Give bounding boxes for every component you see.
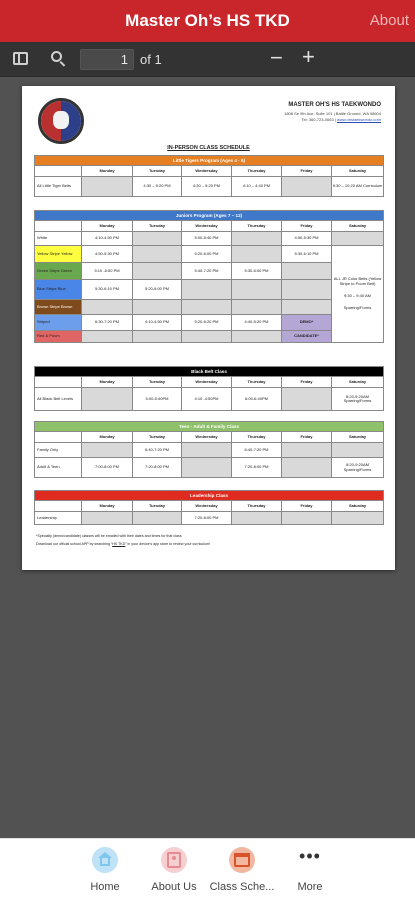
table-cell: 5:00-5:40PM [133,388,182,411]
day-header: Saturday [332,166,384,177]
home-icon [92,847,118,873]
table-row [35,388,384,411]
section-title: Leadership Class [35,491,384,501]
table-cell [282,177,332,197]
pdf-page [22,86,395,570]
bottom-tab-bar [0,838,415,900]
table-row [35,300,384,315]
table-cell: 4:30 – 5:20 PM [182,177,232,197]
schedule-table [34,490,384,525]
row-label: Red & Poom [35,331,82,343]
empty-cell [35,501,82,512]
table-cell [182,458,232,478]
day-header: Friday [282,501,332,512]
empty-cell [35,377,82,388]
schedule-table [34,155,384,197]
section-title: Teen - Adult & Family Class [35,422,384,432]
app-download-note-suffix: ” in your device's app store to review your curriculum! [125,542,211,546]
empty-cell [35,432,82,443]
table-cell [133,263,182,280]
table-cell: 4:10 – 4:40 PM [232,177,282,197]
table-cell [332,232,384,246]
day-header: Monday [82,501,133,512]
table-row [35,177,384,197]
row-label: Striped [35,315,82,331]
table-cell: 7:20-8:00 PM [133,458,182,478]
table-cell [232,232,282,246]
more-icon: ••• [299,846,321,866]
table-cell: 4:50-5:30 PM [282,232,332,246]
day-header: Wednesday [182,377,232,388]
table-row [35,263,384,280]
zoom-in-button[interactable]: + [302,44,315,69]
day-header: Friday [282,377,332,388]
table-cell: 5:20-6:00 PM [182,246,232,263]
table-row [35,315,384,331]
table-row [35,458,384,478]
row-label: White [35,232,82,246]
school-website-link[interactable]: www.ohstaekwondo.com [336,117,381,122]
row-label: Family Only [35,443,82,458]
day-header: Tuesday [133,501,182,512]
table-cell: 4:10-4:50 PM [133,315,182,331]
section-title: Black Belt Class [35,367,384,377]
school-logo [38,98,84,144]
table-cell [282,280,332,300]
table-row [35,246,384,263]
section-title: Little Tigers Program (Ages 4 - 6) [35,156,384,166]
app-search-term: HS TKD [112,542,126,546]
day-header: Monday [82,166,133,177]
day-header: Friday [282,432,332,443]
saturday-time: 9:30 – 9:40 AM [344,293,371,298]
table-cell: 7:20-8:00 PM [232,458,282,478]
table-cell [282,512,332,525]
table-cell: 4:50-5:30 PM [82,246,133,263]
table-cell: 7:20-8:00 PM [182,512,232,525]
table-cell [133,331,182,343]
search-icon[interactable] [50,50,68,68]
day-header: Tuesday [133,166,182,177]
about-link[interactable]: About [369,12,409,29]
day-header: Thursday [232,501,282,512]
table-cell: CANDIDATE* [282,331,332,343]
day-header: Friday [282,221,332,232]
table-cell: 6:40-7:20 PM [133,443,182,458]
table-cell [133,246,182,263]
table-cell [332,512,384,525]
day-header: Monday [82,377,133,388]
day-header: Thursday [232,221,282,232]
row-label: Adult & Teen [35,458,82,478]
table-cell [282,443,332,458]
table-cell: 5:30-6:10 PM [82,280,133,300]
tab-home-label: Home [90,881,120,893]
app-header [0,0,415,42]
table-cell [182,331,232,343]
table-cell [133,300,182,315]
table-cell [82,177,133,197]
table-cell [82,512,133,525]
zoom-out-button[interactable]: − [270,45,283,70]
table-cell: 4:40-5:20 PM [232,315,282,331]
table-cell [133,232,182,246]
table-row [35,280,384,300]
table-cell: 5:20-6:20 PM [182,315,232,331]
app-download-note-prefix: Download our official school APP by searching “ [36,542,113,546]
table-cell [232,331,282,343]
table-cell: 7:00-8:00 PM [82,458,133,478]
table-cell: 6:40-7:20 PM [232,443,282,458]
calendar-icon [229,847,255,873]
day-header: Wednesday [182,501,232,512]
table-cell: 5:30-6:10 PM [282,246,332,263]
table-cell: 9:30 – 10:20 AM Curriculum [332,177,384,197]
table-cell [82,443,133,458]
row-label: Blue Stripe Blue [35,280,82,300]
schedule-table [34,421,384,478]
table-cell: 5:00-5:40 PM [182,232,232,246]
table-cell [182,300,232,315]
table-cell: DEMO* [282,315,332,331]
schedule-title: IN-PERSON CLASS SCHEDULE [167,145,250,151]
app-title: Master Oh’s HS TKD [125,11,290,30]
day-header: Thursday [232,166,282,177]
day-header: Saturday [332,501,384,512]
day-header: Saturday [332,432,384,443]
empty-cell [35,221,82,232]
empty-cell [35,166,82,177]
app-download-note [36,542,210,546]
table-row [35,443,384,458]
school-phone: Tel: 360-723-0663 | [301,117,336,122]
tab-more[interactable] [270,847,350,893]
day-header: Wednesday [182,221,232,232]
table-cell [182,280,232,300]
pdf-viewer[interactable] [0,77,415,838]
specialty-note: *Specialty (demo/candidate) classes will be emailed with their dates and times for that class [36,534,182,538]
table-cell [232,300,282,315]
day-header: Thursday [232,377,282,388]
table-row [35,232,384,246]
row-label: Green Stripe Green [35,263,82,280]
sidebar-toggle-icon[interactable] [12,50,30,68]
table-cell: 8:20-9:20AM Sparring/Forms [332,388,384,411]
schedule-table [34,210,384,343]
page-total: of 1 [140,52,162,67]
table-cell: 5:30-6:00 PM [232,263,282,280]
day-header: Monday [82,432,133,443]
tab-about-us-label: About Us [151,881,197,893]
pdf-toolbar [0,42,415,77]
table-cell [232,246,282,263]
school-address: 1808 Se 9th Ave, Suite 101 | Battle Ground, WA 98604 [284,111,381,116]
school-contact [301,117,381,122]
row-label: All Black Belt Levels [35,388,82,411]
saturday-juniors-cell [332,246,384,343]
day-header: Saturday [332,221,384,232]
day-header: Tuesday [133,221,182,232]
table-cell: 4:30 – 5:20 PM [133,177,182,197]
saturday-note: ALL JR Color Belts (Yellow Stripe to Poom Belt) [333,276,382,286]
day-header: Wednesday [182,432,232,443]
schedule-table [34,366,384,411]
table-cell [182,443,232,458]
table-cell [82,300,133,315]
table-cell: 5:20-6:00 PM [133,280,182,300]
day-header: Tuesday [133,432,182,443]
table-cell [232,512,282,525]
table-cell: 5:10 -6:50 PM [82,263,133,280]
tab-class-schedule-label: Class Sche... [209,881,275,893]
school-name: MASTER OH'S HS TAEKWONDO [288,102,381,108]
day-header: Wednesday [182,166,232,177]
table-row [35,512,384,525]
table-cell: 8:20-9:20AM Sparring/Forms [332,458,384,478]
table-cell [282,263,332,280]
about-icon [161,847,187,873]
table-cell [82,388,133,411]
table-cell [282,388,332,411]
table-cell [82,331,133,343]
table-cell: 4:10 -4:50PM [182,388,232,411]
table-row [35,331,384,343]
table-cell: 5:40-7:20 PM [182,263,232,280]
row-label: Leadership [35,512,82,525]
table-cell: 6:00-6:40PM [232,388,282,411]
day-header: Tuesday [133,377,182,388]
page-number-input[interactable]: 1 [80,49,134,70]
table-cell [332,443,384,458]
row-label: Brown Stripe Brown [35,300,82,315]
day-header: Saturday [332,377,384,388]
table-cell [232,280,282,300]
day-header: Thursday [232,432,282,443]
tab-home[interactable] [65,847,145,893]
table-cell [133,512,182,525]
table-cell: 6:30-7:20 PM [82,315,133,331]
day-header: Friday [282,166,332,177]
day-header: Monday [82,221,133,232]
row-label: Yellow Stripe Yellow [35,246,82,263]
table-cell [282,458,332,478]
row-label: All Little Tiger Belts [35,177,82,197]
table-cell [282,300,332,315]
table-cell: 4:10-4:50 PM [82,232,133,246]
tab-more-label: More [297,881,323,893]
section-title: Juniors Program (Ages 7 – 12) [35,211,384,221]
saturday-sparring: Sparring/Forms [343,305,372,311]
